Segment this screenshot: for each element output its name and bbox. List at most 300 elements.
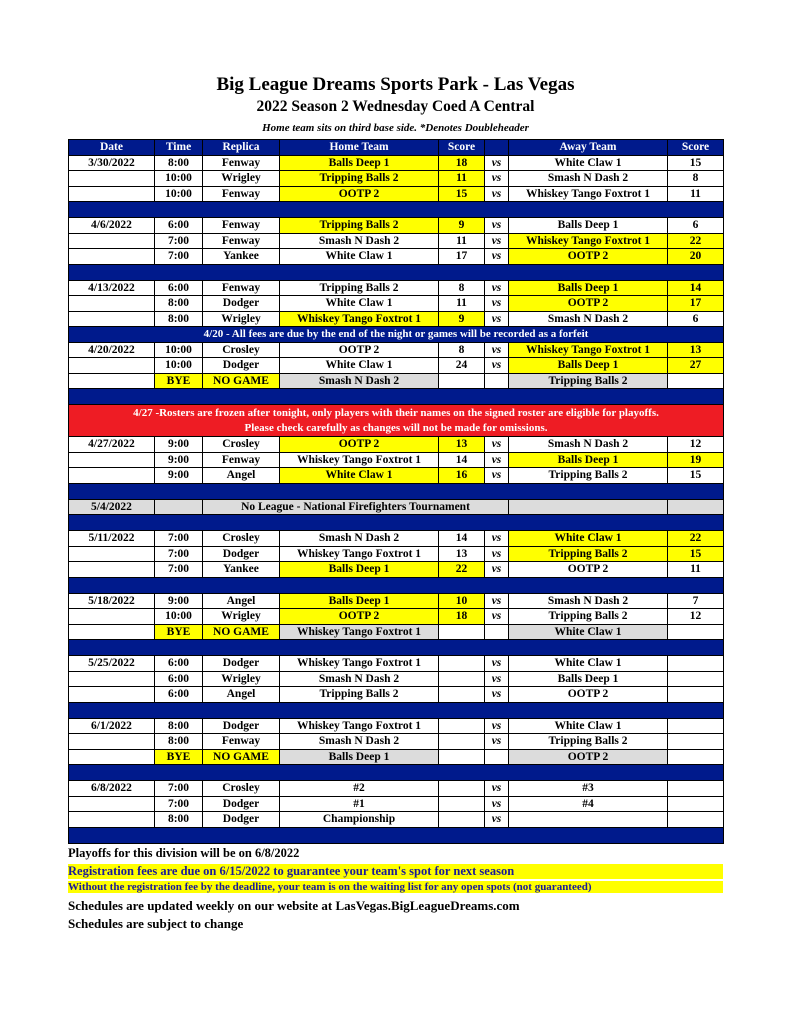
game-row (69, 171, 724, 187)
home-score-cell: 11 (439, 171, 485, 187)
vs-cell: vs (485, 249, 509, 265)
week-separator (69, 202, 724, 218)
home-team-cell: Balls Deep 1 (280, 155, 439, 171)
date-cell (69, 749, 155, 765)
time-cell: 6:00 (155, 218, 203, 234)
vs-cell: vs (485, 280, 509, 296)
replica-cell: Fenway (203, 734, 280, 750)
playoffs-note: Playoffs for this division will be on 6/8/2022 (68, 846, 300, 860)
replica-cell: Angel (203, 687, 280, 703)
time-cell: 7:00 (155, 233, 203, 249)
home-score-cell: 14 (439, 452, 485, 468)
replica-cell: Wrigley (203, 671, 280, 687)
week-separator (69, 577, 724, 593)
week-separator (69, 515, 724, 531)
time-cell: 7:00 (155, 546, 203, 562)
separator-cell (69, 483, 724, 499)
week-separator (69, 702, 724, 718)
replica-cell: Crosley (203, 342, 280, 358)
time-cell: 8:00 (155, 311, 203, 327)
separator-cell (69, 389, 724, 405)
home-team-cell: Whiskey Tango Foxtrot 1 (280, 546, 439, 562)
bye-home-team: Whiskey Tango Foxtrot 1 (280, 624, 439, 640)
separator-cell (69, 640, 724, 656)
home-team-cell: OOTP 2 (280, 342, 439, 358)
date-cell: 3/30/2022 (69, 155, 155, 171)
empty-cell (668, 624, 724, 640)
home-score-cell: 14 (439, 531, 485, 547)
date-cell (69, 624, 155, 640)
time-cell: 7:00 (155, 781, 203, 797)
no-game-label: NO GAME (203, 749, 280, 765)
roster-alert-row (69, 405, 724, 437)
home-score-cell (439, 656, 485, 672)
vs-cell: vs (485, 562, 509, 578)
away-score-cell (668, 781, 724, 797)
empty-cell (439, 749, 485, 765)
vs-cell: vs (485, 342, 509, 358)
week-separator (69, 389, 724, 405)
date-cell (69, 734, 155, 750)
game-row (69, 218, 724, 234)
vs-cell: vs (485, 155, 509, 171)
date-cell: 4/20/2022 (69, 342, 155, 358)
replica-cell: Wrigley (203, 609, 280, 625)
game-row (69, 593, 724, 609)
home-score-cell: 18 (439, 609, 485, 625)
bye-away-team: Tripping Balls 2 (509, 373, 668, 389)
bye-away-team: OOTP 2 (509, 749, 668, 765)
away-team-cell: OOTP 2 (509, 562, 668, 578)
away-score-cell: 22 (668, 233, 724, 249)
home-team-cell: Tripping Balls 2 (280, 171, 439, 187)
date-cell (69, 468, 155, 484)
empty-cell (439, 373, 485, 389)
home-team-cell: #2 (280, 781, 439, 797)
vs-cell: vs (485, 233, 509, 249)
home-score-cell: 9 (439, 311, 485, 327)
game-row (69, 812, 724, 828)
away-score-cell (668, 734, 724, 750)
date-cell (69, 296, 155, 312)
time-cell: 8:00 (155, 734, 203, 750)
date-cell: 6/8/2022 (69, 781, 155, 797)
away-score-cell (668, 656, 724, 672)
bye-label: BYE (155, 749, 203, 765)
away-team-cell: OOTP 2 (509, 687, 668, 703)
col-home-score-header: Score (439, 140, 485, 156)
away-score-cell: 12 (668, 437, 724, 453)
away-team-cell: Tripping Balls 2 (509, 468, 668, 484)
away-score-cell: 20 (668, 249, 724, 265)
home-score-cell: 13 (439, 546, 485, 562)
date-cell (69, 609, 155, 625)
home-score-cell: 22 (439, 562, 485, 578)
schedule-table (68, 139, 724, 844)
replica-cell: Fenway (203, 233, 280, 249)
date-cell (69, 812, 155, 828)
game-row (69, 233, 724, 249)
game-row (69, 546, 724, 562)
away-score-cell: 11 (668, 562, 724, 578)
game-row (69, 452, 724, 468)
game-row (69, 155, 724, 171)
date-cell (69, 311, 155, 327)
bye-label: BYE (155, 624, 203, 640)
time-cell: 8:00 (155, 812, 203, 828)
home-score-cell: 17 (439, 249, 485, 265)
bye-row (69, 373, 724, 389)
replica-cell: Dodger (203, 656, 280, 672)
away-team-cell: OOTP 2 (509, 249, 668, 265)
game-row (69, 249, 724, 265)
time-cell: 10:00 (155, 609, 203, 625)
vs-cell: vs (485, 437, 509, 453)
replica-cell: Crosley (203, 437, 280, 453)
separator-cell (69, 765, 724, 781)
vs-cell: vs (485, 609, 509, 625)
table-header-row (69, 140, 724, 156)
date-cell (69, 562, 155, 578)
schedule-body (69, 155, 724, 843)
time-cell: 9:00 (155, 452, 203, 468)
empty-cell (155, 499, 203, 515)
date-cell: 5/4/2022 (69, 499, 155, 515)
empty-cell (509, 499, 668, 515)
away-score-cell: 19 (668, 452, 724, 468)
time-cell: 8:00 (155, 718, 203, 734)
home-score-cell (439, 718, 485, 734)
away-team-cell: Balls Deep 1 (509, 452, 668, 468)
date-cell (69, 796, 155, 812)
away-score-cell: 15 (668, 468, 724, 484)
replica-cell: Fenway (203, 218, 280, 234)
home-team-cell: OOTP 2 (280, 609, 439, 625)
week-separator (69, 640, 724, 656)
page-note: Home team sits on third base side. *Denotes Doubleheader (262, 122, 529, 134)
home-team-cell: #1 (280, 796, 439, 812)
away-score-cell: 15 (668, 155, 724, 171)
date-cell (69, 373, 155, 389)
home-score-cell: 9 (439, 218, 485, 234)
game-row (69, 687, 724, 703)
home-score-cell (439, 671, 485, 687)
away-team-cell: White Claw 1 (509, 155, 668, 171)
game-row (69, 186, 724, 202)
date-cell: 5/18/2022 (69, 593, 155, 609)
empty-cell (485, 749, 509, 765)
home-score-cell: 13 (439, 437, 485, 453)
date-cell (69, 249, 155, 265)
bye-home-team: Balls Deep 1 (280, 749, 439, 765)
bye-row (69, 624, 724, 640)
game-row (69, 734, 724, 750)
time-cell: 9:00 (155, 468, 203, 484)
date-cell: 6/1/2022 (69, 718, 155, 734)
away-score-cell (668, 671, 724, 687)
away-score-cell: 14 (668, 280, 724, 296)
col-vs-header (485, 140, 509, 156)
empty-cell (668, 373, 724, 389)
away-score-cell (668, 718, 724, 734)
empty-cell (485, 373, 509, 389)
no-league-text: No League - National Firefighters Tournament (203, 499, 509, 515)
empty-cell (668, 499, 724, 515)
date-cell (69, 186, 155, 202)
vs-cell: vs (485, 296, 509, 312)
home-team-cell: Balls Deep 1 (280, 593, 439, 609)
game-row (69, 468, 724, 484)
away-score-cell: 27 (668, 358, 724, 374)
vs-cell: vs (485, 687, 509, 703)
vs-cell: vs (485, 358, 509, 374)
away-score-cell (668, 812, 724, 828)
date-cell: 5/25/2022 (69, 656, 155, 672)
away-score-cell: 22 (668, 531, 724, 547)
away-score-cell (668, 687, 724, 703)
home-team-cell: Tripping Balls 2 (280, 218, 439, 234)
time-cell: 8:00 (155, 155, 203, 171)
page-subtitle: 2022 Season 2 Wednesday Coed A Central (256, 98, 535, 115)
replica-cell: Crosley (203, 781, 280, 797)
game-row (69, 656, 724, 672)
away-score-cell: 15 (668, 546, 724, 562)
change-note: Schedules are subject to change (68, 916, 244, 931)
away-team-cell: Balls Deep 1 (509, 358, 668, 374)
away-score-cell: 6 (668, 218, 724, 234)
empty-cell (439, 624, 485, 640)
separator-cell (69, 577, 724, 593)
game-row (69, 781, 724, 797)
away-team-cell: Smash N Dash 2 (509, 593, 668, 609)
home-score-cell: 8 (439, 280, 485, 296)
home-team-cell: Tripping Balls 2 (280, 687, 439, 703)
page-title: Big League Dreams Sports Park - Las Vegas (216, 74, 575, 95)
time-cell: 6:00 (155, 687, 203, 703)
date-cell (69, 452, 155, 468)
time-cell: 10:00 (155, 186, 203, 202)
replica-cell: Fenway (203, 280, 280, 296)
game-row (69, 342, 724, 358)
away-team-cell: Whiskey Tango Foxtrot 1 (509, 233, 668, 249)
empty-cell (668, 749, 724, 765)
date-cell (69, 687, 155, 703)
home-team-cell: Smash N Dash 2 (280, 671, 439, 687)
away-score-cell: 13 (668, 342, 724, 358)
home-score-cell (439, 812, 485, 828)
home-team-cell: Championship (280, 812, 439, 828)
home-score-cell: 15 (439, 186, 485, 202)
replica-cell: Dodger (203, 296, 280, 312)
registration-note: Registration fees are due on 6/15/2022 to guarantee your team's spot for next season (68, 864, 723, 879)
away-team-cell: Balls Deep 1 (509, 671, 668, 687)
date-cell: 4/27/2022 (69, 437, 155, 453)
home-team-cell: Whiskey Tango Foxtrot 1 (280, 718, 439, 734)
home-score-cell: 11 (439, 233, 485, 249)
away-team-cell: #4 (509, 796, 668, 812)
home-score-cell (439, 781, 485, 797)
col-home-header: Home Team (280, 140, 439, 156)
waiting-list-note: Without the registration fee by the deadline, your team is on the waiting list for any open spots (not guaranteed) (68, 881, 723, 893)
game-row (69, 671, 724, 687)
away-team-cell: Whiskey Tango Foxtrot 1 (509, 342, 668, 358)
away-team-cell: White Claw 1 (509, 656, 668, 672)
date-cell (69, 546, 155, 562)
vs-cell: vs (485, 186, 509, 202)
home-team-cell: Tripping Balls 2 (280, 280, 439, 296)
home-team-cell: White Claw 1 (280, 358, 439, 374)
time-cell: 8:00 (155, 296, 203, 312)
home-team-cell: Smash N Dash 2 (280, 531, 439, 547)
away-score-cell: 7 (668, 593, 724, 609)
separator-cell (69, 827, 724, 843)
date-cell (69, 233, 155, 249)
replica-cell: Dodger (203, 546, 280, 562)
away-team-cell: Smash N Dash 2 (509, 311, 668, 327)
home-team-cell: Whiskey Tango Foxtrot 1 (280, 656, 439, 672)
away-team-cell: Smash N Dash 2 (509, 437, 668, 453)
time-cell: 9:00 (155, 437, 203, 453)
replica-cell: Fenway (203, 452, 280, 468)
game-row (69, 280, 724, 296)
week-separator (69, 264, 724, 280)
vs-cell: vs (485, 452, 509, 468)
away-team-cell: Balls Deep 1 (509, 218, 668, 234)
away-team-cell: Balls Deep 1 (509, 280, 668, 296)
col-away-score-header: Score (668, 140, 724, 156)
away-score-cell: 11 (668, 186, 724, 202)
away-team-cell: Whiskey Tango Foxtrot 1 (509, 186, 668, 202)
separator-cell (69, 702, 724, 718)
game-row (69, 796, 724, 812)
home-score-cell (439, 796, 485, 812)
roster-alert-line-2: Please check carefully as changes will not be made for omissions. (244, 421, 548, 434)
col-away-header: Away Team (509, 140, 668, 156)
col-replica-header: Replica (203, 140, 280, 156)
vs-cell: vs (485, 734, 509, 750)
bye-row (69, 749, 724, 765)
time-cell: 9:00 (155, 593, 203, 609)
website-note: Schedules are updated weekly on our website at LasVegas.BigLeagueDreams.com (68, 898, 520, 913)
time-cell: 10:00 (155, 342, 203, 358)
week-separator (69, 483, 724, 499)
empty-cell (485, 624, 509, 640)
home-score-cell: 8 (439, 342, 485, 358)
replica-cell: Dodger (203, 358, 280, 374)
time-cell: 10:00 (155, 171, 203, 187)
replica-cell: Angel (203, 593, 280, 609)
replica-cell: Yankee (203, 249, 280, 265)
roster-alert-line-1: 4/27 -Rosters are frozen after tonight, only players with their names on the signed roster are eligible for playoffs. (133, 406, 659, 419)
game-row (69, 718, 724, 734)
no-game-label: NO GAME (203, 373, 280, 389)
away-team-cell: Tripping Balls 2 (509, 546, 668, 562)
notice-text: 4/20 - All fees are due by the end of the night or games will be recorded as a forfeit (69, 327, 724, 343)
time-cell: 7:00 (155, 249, 203, 265)
game-row (69, 609, 724, 625)
date-cell: 4/13/2022 (69, 280, 155, 296)
replica-cell: Wrigley (203, 311, 280, 327)
replica-cell: Dodger (203, 796, 280, 812)
home-team-cell: OOTP 2 (280, 186, 439, 202)
col-time-header: Time (155, 140, 203, 156)
bye-label: BYE (155, 373, 203, 389)
away-team-cell: OOTP 2 (509, 296, 668, 312)
away-team-cell: White Claw 1 (509, 718, 668, 734)
time-cell: 6:00 (155, 671, 203, 687)
game-row (69, 296, 724, 312)
vs-cell: vs (485, 311, 509, 327)
replica-cell: Wrigley (203, 171, 280, 187)
week-separator (69, 765, 724, 781)
game-row (69, 437, 724, 453)
away-team-cell: Tripping Balls 2 (509, 734, 668, 750)
vs-cell: vs (485, 171, 509, 187)
replica-cell: Fenway (203, 155, 280, 171)
home-team-cell: Smash N Dash 2 (280, 233, 439, 249)
vs-cell: vs (485, 781, 509, 797)
separator-cell (69, 202, 724, 218)
home-team-cell: Whiskey Tango Foxtrot 1 (280, 452, 439, 468)
home-team-cell: White Claw 1 (280, 296, 439, 312)
home-team-cell: White Claw 1 (280, 249, 439, 265)
home-team-cell: Whiskey Tango Foxtrot 1 (280, 311, 439, 327)
vs-cell: vs (485, 531, 509, 547)
home-team-cell: Smash N Dash 2 (280, 734, 439, 750)
time-cell: 10:00 (155, 358, 203, 374)
home-score-cell: 11 (439, 296, 485, 312)
replica-cell: Yankee (203, 562, 280, 578)
home-score-cell: 16 (439, 468, 485, 484)
home-score-cell: 10 (439, 593, 485, 609)
away-team-cell: White Claw 1 (509, 531, 668, 547)
time-cell: 6:00 (155, 656, 203, 672)
game-row (69, 311, 724, 327)
date-cell (69, 171, 155, 187)
col-date-header: Date (69, 140, 155, 156)
bye-home-team: Smash N Dash 2 (280, 373, 439, 389)
roster-alert-cell (69, 405, 724, 437)
game-row (69, 562, 724, 578)
away-team-cell: Smash N Dash 2 (509, 171, 668, 187)
no-game-label: NO GAME (203, 624, 280, 640)
vs-cell: vs (485, 218, 509, 234)
time-cell: 7:00 (155, 562, 203, 578)
time-cell: 6:00 (155, 280, 203, 296)
vs-cell: vs (485, 812, 509, 828)
vs-cell: vs (485, 593, 509, 609)
vs-cell: vs (485, 656, 509, 672)
away-score-cell: 17 (668, 296, 724, 312)
away-team-cell: #3 (509, 781, 668, 797)
vs-cell: vs (485, 468, 509, 484)
home-team-cell: OOTP 2 (280, 437, 439, 453)
separator-cell (69, 264, 724, 280)
away-team-cell: Tripping Balls 2 (509, 609, 668, 625)
vs-cell: vs (485, 546, 509, 562)
time-cell: 7:00 (155, 531, 203, 547)
notice-row (69, 327, 724, 343)
vs-cell: vs (485, 718, 509, 734)
game-row (69, 358, 724, 374)
replica-cell: Fenway (203, 186, 280, 202)
away-score-cell (668, 796, 724, 812)
replica-cell: Dodger (203, 812, 280, 828)
bye-away-team: White Claw 1 (509, 624, 668, 640)
away-team-cell (509, 812, 668, 828)
date-cell (69, 358, 155, 374)
game-row (69, 531, 724, 547)
